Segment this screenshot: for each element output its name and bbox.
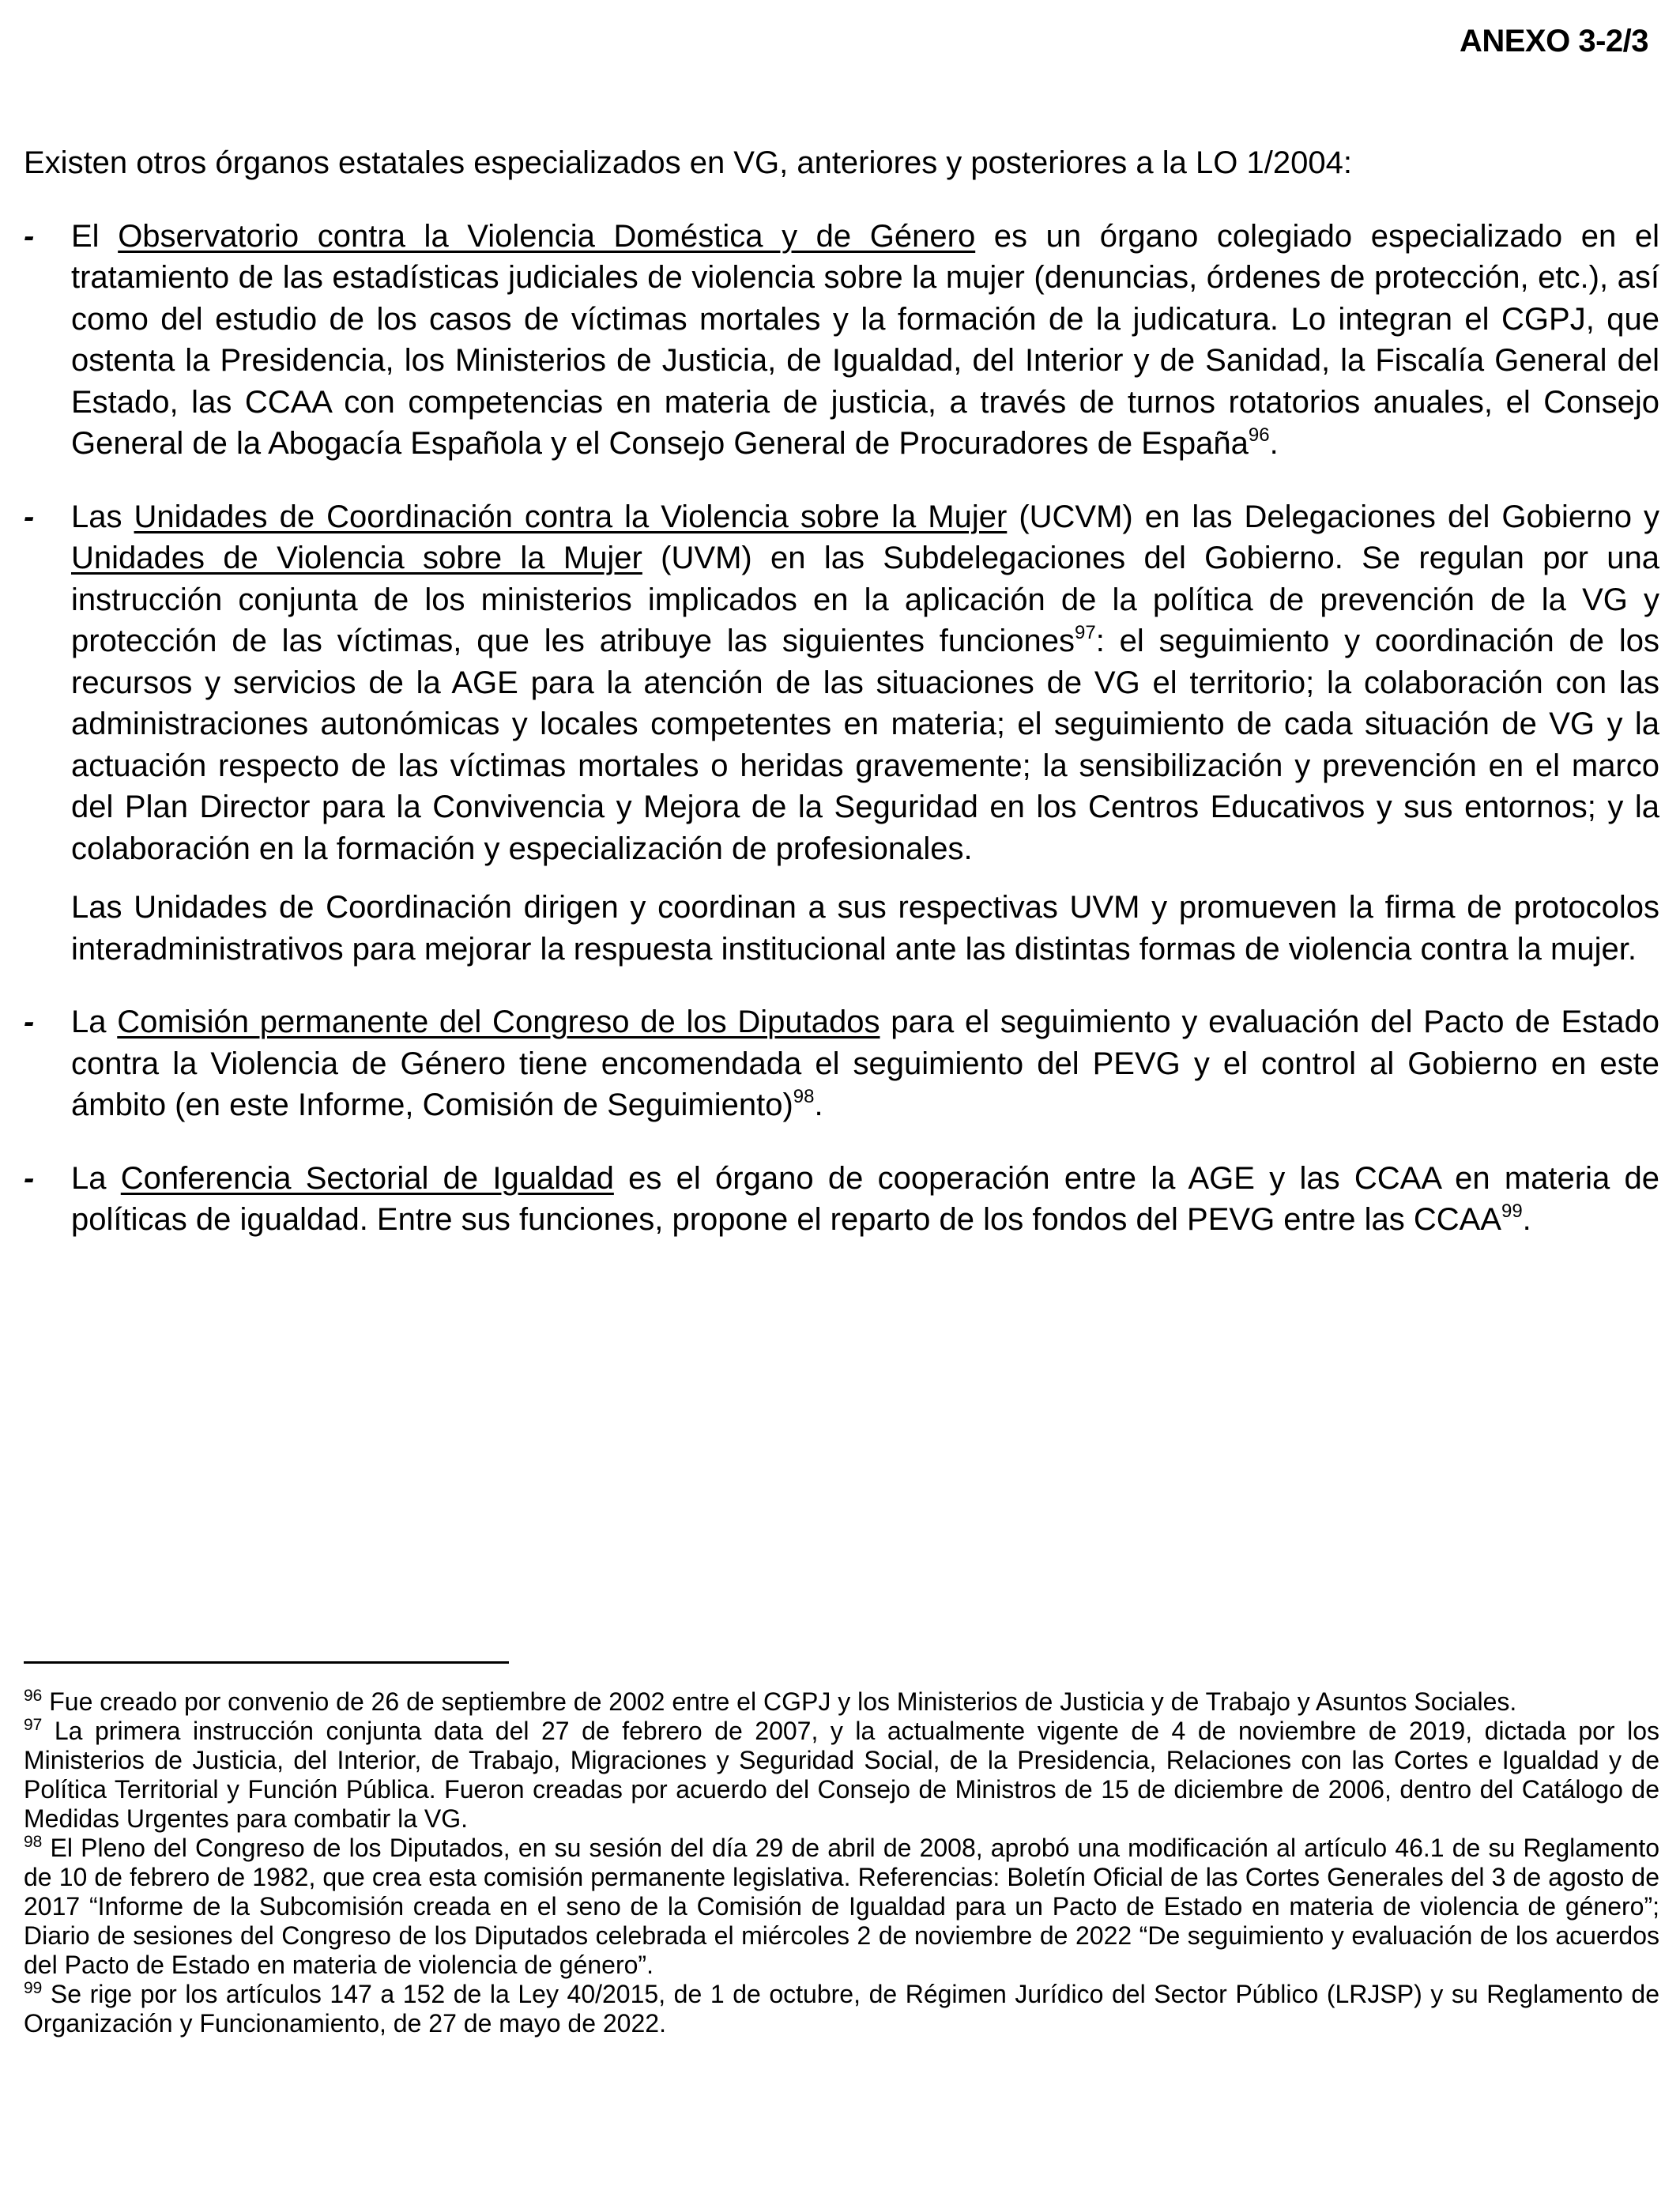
item-text: Las — [71, 499, 134, 534]
footnotes-section — [24, 1661, 1659, 2038]
footnote-ref-98[interactable]: 98 — [793, 1086, 815, 1107]
annex-label: ANEXO 3-2/3 — [1459, 24, 1648, 58]
item-text: La — [71, 1160, 121, 1196]
item-text: . — [1269, 426, 1279, 461]
footnote-99 — [24, 1980, 1659, 2038]
item-paragraph — [71, 216, 1659, 465]
footnote-number: 98 — [24, 1833, 43, 1851]
item-text: (UCVM) en las Delegaciones del Gobierno y — [1007, 499, 1659, 534]
organ-name-ucvm: Unidades de Coordinación contra la Violencia sobre la Mujer — [134, 499, 1008, 534]
footnote-ref-99[interactable]: 99 — [1501, 1201, 1523, 1222]
organ-name-observatorio: Observatorio contra la Violencia Doméstica y de Género — [118, 218, 976, 254]
bullet-dash-icon: - — [24, 1160, 35, 1196]
footnote-number: 96 — [24, 1687, 43, 1705]
list-item-unidades-coordinacion — [24, 496, 1659, 971]
organ-name-conferencia: Conferencia Sectorial de Igualdad — [120, 1160, 614, 1196]
item-text: es un órgano colegiado especializado en el tratamiento de las estadísticas judiciales de violencia sobre la mujer (denuncias, órdenes de protección, etc.), así como del estudio de los casos de víctimas mortales y la formación de la judicatura. Lo integran el CGPJ, que ostenta la Presidencia, los Ministerios de Justicia, de Igualdad, del Interior y de Sanidad, la Fiscalía General del Estado, las CCAA con competencias en materia de justicia, a través de turnos rotatorios anuales, el Consejo General de la Abogacía Española y el Consejo General de Procuradores de España — [71, 218, 1660, 461]
intro-paragraph: Existen otros órganos estatales especializados en VG, anteriores y posteriores a la LO 1/2004: — [24, 145, 1352, 180]
list-item-observatorio — [24, 216, 1659, 465]
footnote-96 — [24, 1687, 1659, 1717]
footnote-text: Se rige por los artículos 147 a 152 de la Ley 40/2015, de 1 de octubre, de Régimen Jurídico del Sector Público (LRJSP) y su Reglamento de Organización y Funcionamiento, de 27 de mayo de 2022. — [24, 1980, 1659, 2038]
item-paragraph — [71, 496, 1659, 870]
footnote-98 — [24, 1834, 1659, 1980]
footnote-text: El Pleno del Congreso de los Diputados, en su sesión del día 29 de abril de 2008, aprobó una modificación al artículo 46.1 de su Reglamento de 10 de febrero de 1982, que crea esta comisión permanente legislativa. Referencias: Boletín Oficial de las Cortes Generales del 3 de agosto de 2017 “Informe de la Subcomisión creada en el seno de la Comisión de Igualdad para un Pacto de Estado en materia de violencia de género”; Diario de sesiones del Congreso de los Diputados celebrada el miércoles 2 de noviembre de 2022 “De seguimiento y evaluación de los acuerdos del Pacto de Estado en materia de violencia de género”. — [24, 1834, 1659, 1979]
list-item-comision-permanente — [24, 1001, 1659, 1126]
bullet-dash-icon: - — [24, 218, 35, 254]
footnote-ref-97[interactable]: 97 — [1075, 622, 1096, 643]
bullet-dash-icon: - — [24, 499, 35, 534]
list-item-conferencia-sectorial — [24, 1158, 1659, 1241]
item-text: El — [71, 218, 119, 254]
item-text: . — [814, 1088, 823, 1122]
item-text: . — [1522, 1202, 1531, 1237]
footnote-text: La primera instrucción conjunta data del 27 de febrero de 2007, y la actualmente vigente de 4 de noviembre de 2019, dictada por los Ministerios de Justicia, del Interior, de Trabajo, Migraciones y Seguridad Social, de la Presidencia, Relaciones con las Cortes e Igualdad y de Política Territorial y Función Pública. Fueron creadas por acuerdo del Consejo de Ministros de 15 de diciembre de 2006, dentro del Catálogo de Medidas Urgentes para combatir la VG. — [24, 1717, 1659, 1833]
item-paragraph — [71, 1001, 1659, 1126]
organ-name-comision: Comisión permanente del Congreso de los Diputados — [117, 1005, 880, 1039]
item-second-paragraph: Las Unidades de Coordinación dirigen y coordinan a sus respectivas UVM y promueven la firma de protocolos interadministrativos para mejorar la respuesta institucional ante las distintas formas de violencia contra la mujer. — [71, 890, 1659, 967]
item-paragraph — [71, 1158, 1659, 1241]
item-text: La — [71, 1005, 118, 1039]
main-body — [24, 142, 1659, 1272]
footnote-text: Fue creado por convenio de 26 de septiembre de 2002 entre el CGPJ y los Ministerios de Justicia y de Trabajo y Asuntos Sociales. — [42, 1687, 1517, 1716]
footnote-ref-96[interactable]: 96 — [1248, 424, 1270, 446]
bullet-dash-icon: - — [24, 1005, 35, 1039]
footnote-separator — [24, 1661, 509, 1664]
item-text: (UVM) en las Subdelegaciones del Gobierno. Se regulan por una instrucción conjunta de los ministerios implicados en la aplicación de la política de prevención de la VG y protección de las víctimas, que les atribuye las siguientes funciones — [71, 541, 1660, 658]
item-text: para el seguimiento y evaluación del Pacto de Estado contra la Violencia de Género tiene encomendada el seguimiento del PEVG y el control al Gobierno en este ámbito (en este Informe, Comisión de Seguimiento) — [71, 1005, 1660, 1122]
item-text: es el órgano de cooperación entre la AGE y las CCAA en materia de políticas de igualdad. Entre sus funciones, propone el reparto de los fondos del PEVG entre las CCAA — [71, 1160, 1659, 1237]
footnote-number: 99 — [24, 1979, 43, 1997]
organ-name-uvm: Unidades de Violencia sobre la Mujer — [71, 541, 642, 575]
item-text: : el seguimiento y coordinación de los recursos y servicios de la AGE para la atención de las situaciones de VG el territorio; la colaboración con las administraciones autonómicas y locales competentes en materia; el seguimiento de cada situación de VG y la actuación respecto de las víctimas mortales o heridas gravemente; la sensibilización y prevención en el marco del Plan Director para la Convivencia y Mejora de la Seguridad en los Centros Educativos y sus entornos; y la colaboración en la formación y especialización de profesionales. — [71, 624, 1659, 866]
footnote-97 — [24, 1717, 1659, 1834]
footnote-number: 97 — [24, 1716, 43, 1734]
